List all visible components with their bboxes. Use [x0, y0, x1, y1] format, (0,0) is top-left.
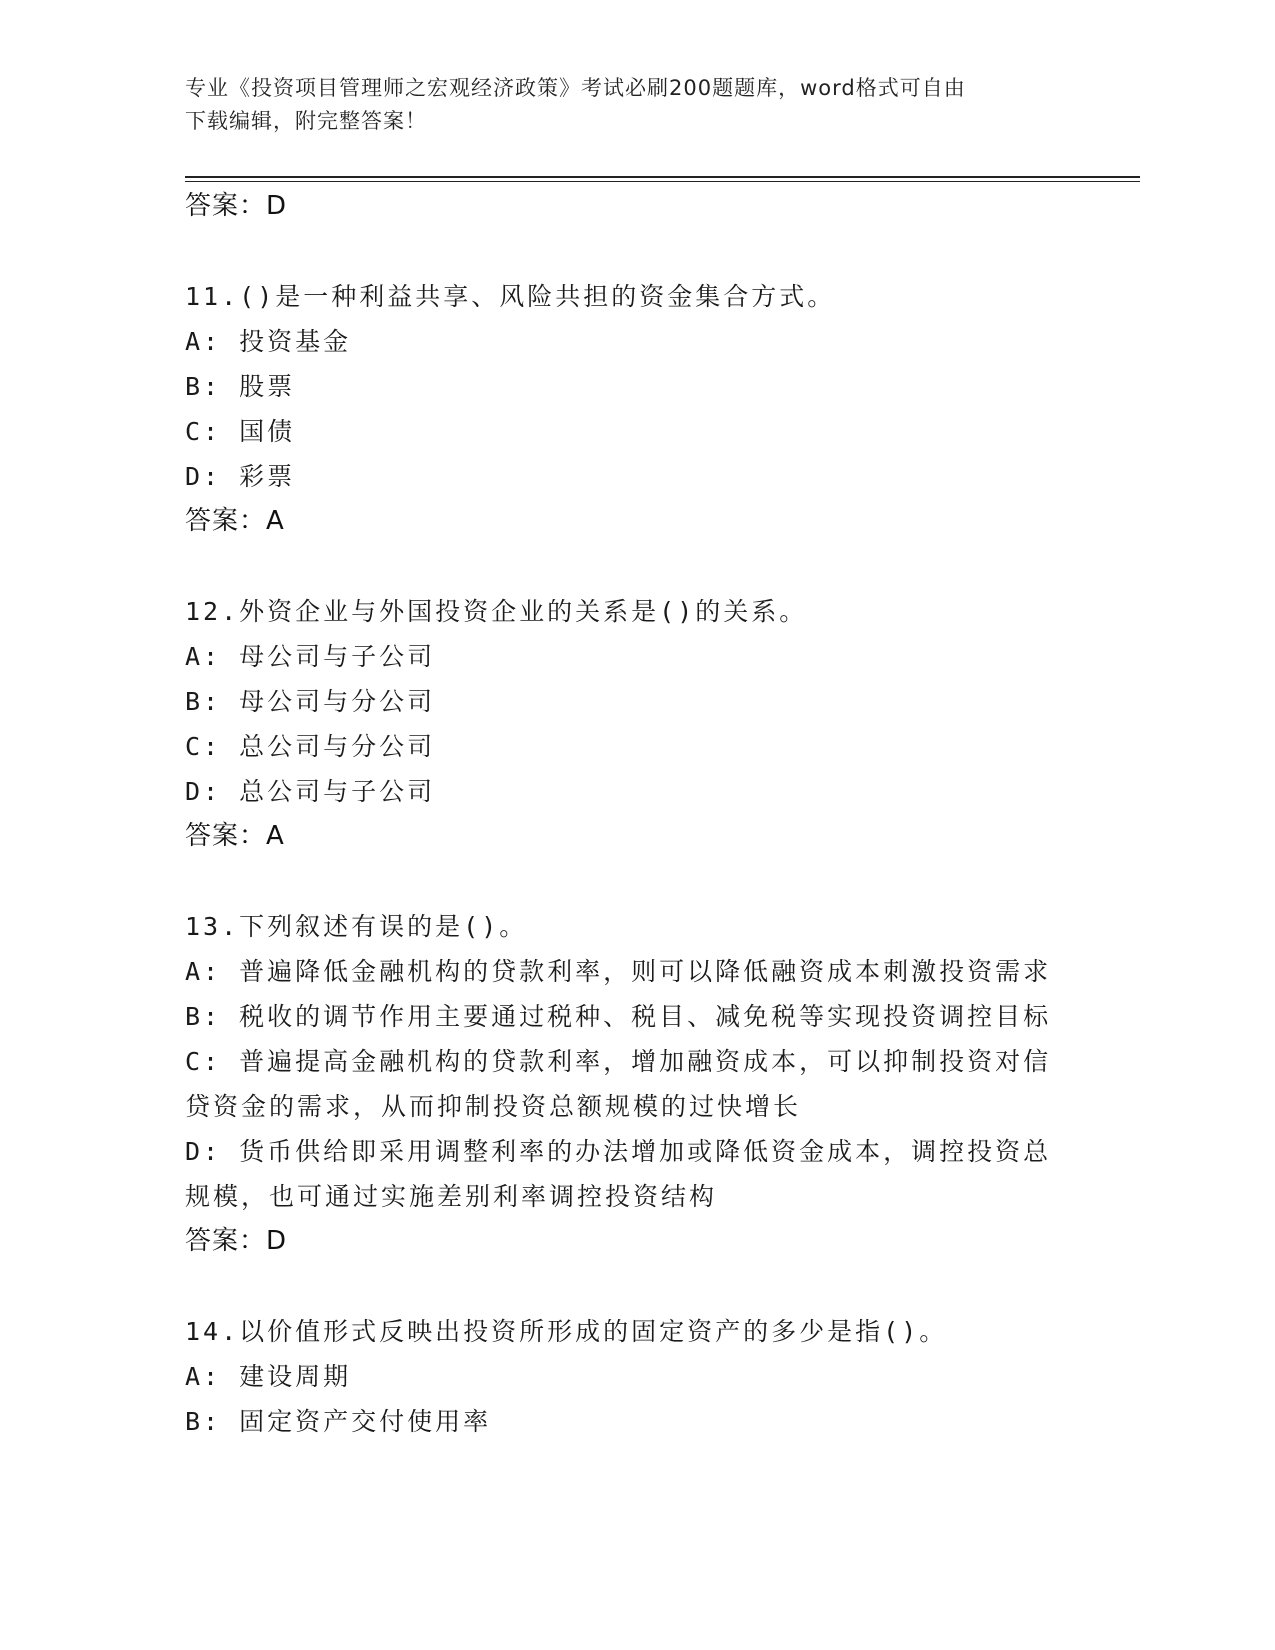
- spacer: [185, 544, 1065, 589]
- option-d: D: 总公司与子公司: [185, 777, 436, 806]
- option-b: B: 母公司与分公司: [185, 687, 436, 716]
- option-b: B: 税收的调节作用主要通过税种、税目、减免税等实现投资调控目标: [185, 1002, 1052, 1031]
- answer-line: 答案：A: [185, 506, 285, 536]
- answer-line: 答案：D: [185, 1226, 288, 1256]
- answer-line: 答案：D: [185, 191, 288, 221]
- spacer: [185, 1264, 1065, 1309]
- question-stem: 13.下列叙述有误的是()。: [185, 912, 528, 941]
- spacer: [185, 859, 1065, 904]
- question-list: [185, 184, 1065, 1444]
- header-rule-thin: [185, 181, 1140, 182]
- header-line-1: 专业《投资项目管理师之宏观经济政策》考试必刷200题题库，word格式可自由: [185, 76, 966, 100]
- option-c: C: 国债: [185, 417, 296, 446]
- option-c: C: 普遍提高金融机构的贷款利率，增加融资成本，可以抑制投资对信: [185, 1047, 1052, 1076]
- option-d-continued: 规模，也可通过实施差别利率调控投资结构: [185, 1182, 718, 1211]
- option-d: D: 货币供给即采用调整利率的办法增加或降低资金成本，调控投资总: [185, 1137, 1052, 1166]
- option-a: A: 普遍降低金融机构的贷款利率，则可以降低融资成本刺激投资需求: [185, 957, 1052, 986]
- option-c: C: 总公司与分公司: [185, 732, 436, 761]
- option-a: A: 投资基金: [185, 327, 352, 356]
- option-a: A: 建设周期: [185, 1362, 352, 1391]
- answer-line: 答案：A: [185, 821, 285, 851]
- option-d: D: 彩票: [185, 462, 296, 491]
- option-b: B: 固定资产交付使用率: [185, 1407, 492, 1436]
- option-b: B: 股票: [185, 372, 296, 401]
- question-stem: 14.以价值形式反映出投资所形成的固定资产的多少是指()。: [185, 1317, 948, 1346]
- option-a: A: 母公司与子公司: [185, 642, 436, 671]
- header-line-2: 下载编辑，附完整答案！: [185, 109, 427, 133]
- question-stem: 12.外资企业与外国投资企业的关系是()的关系。: [185, 597, 808, 626]
- spacer: [185, 229, 1065, 274]
- header-rule-thick: [185, 176, 1140, 178]
- option-c-continued: 贷资金的需求，从而抑制投资总额规模的过快增长: [185, 1092, 802, 1121]
- question-stem: 11.()是一种利益共享、风险共担的资金集合方式。: [185, 282, 836, 311]
- document-header: [185, 72, 1065, 138]
